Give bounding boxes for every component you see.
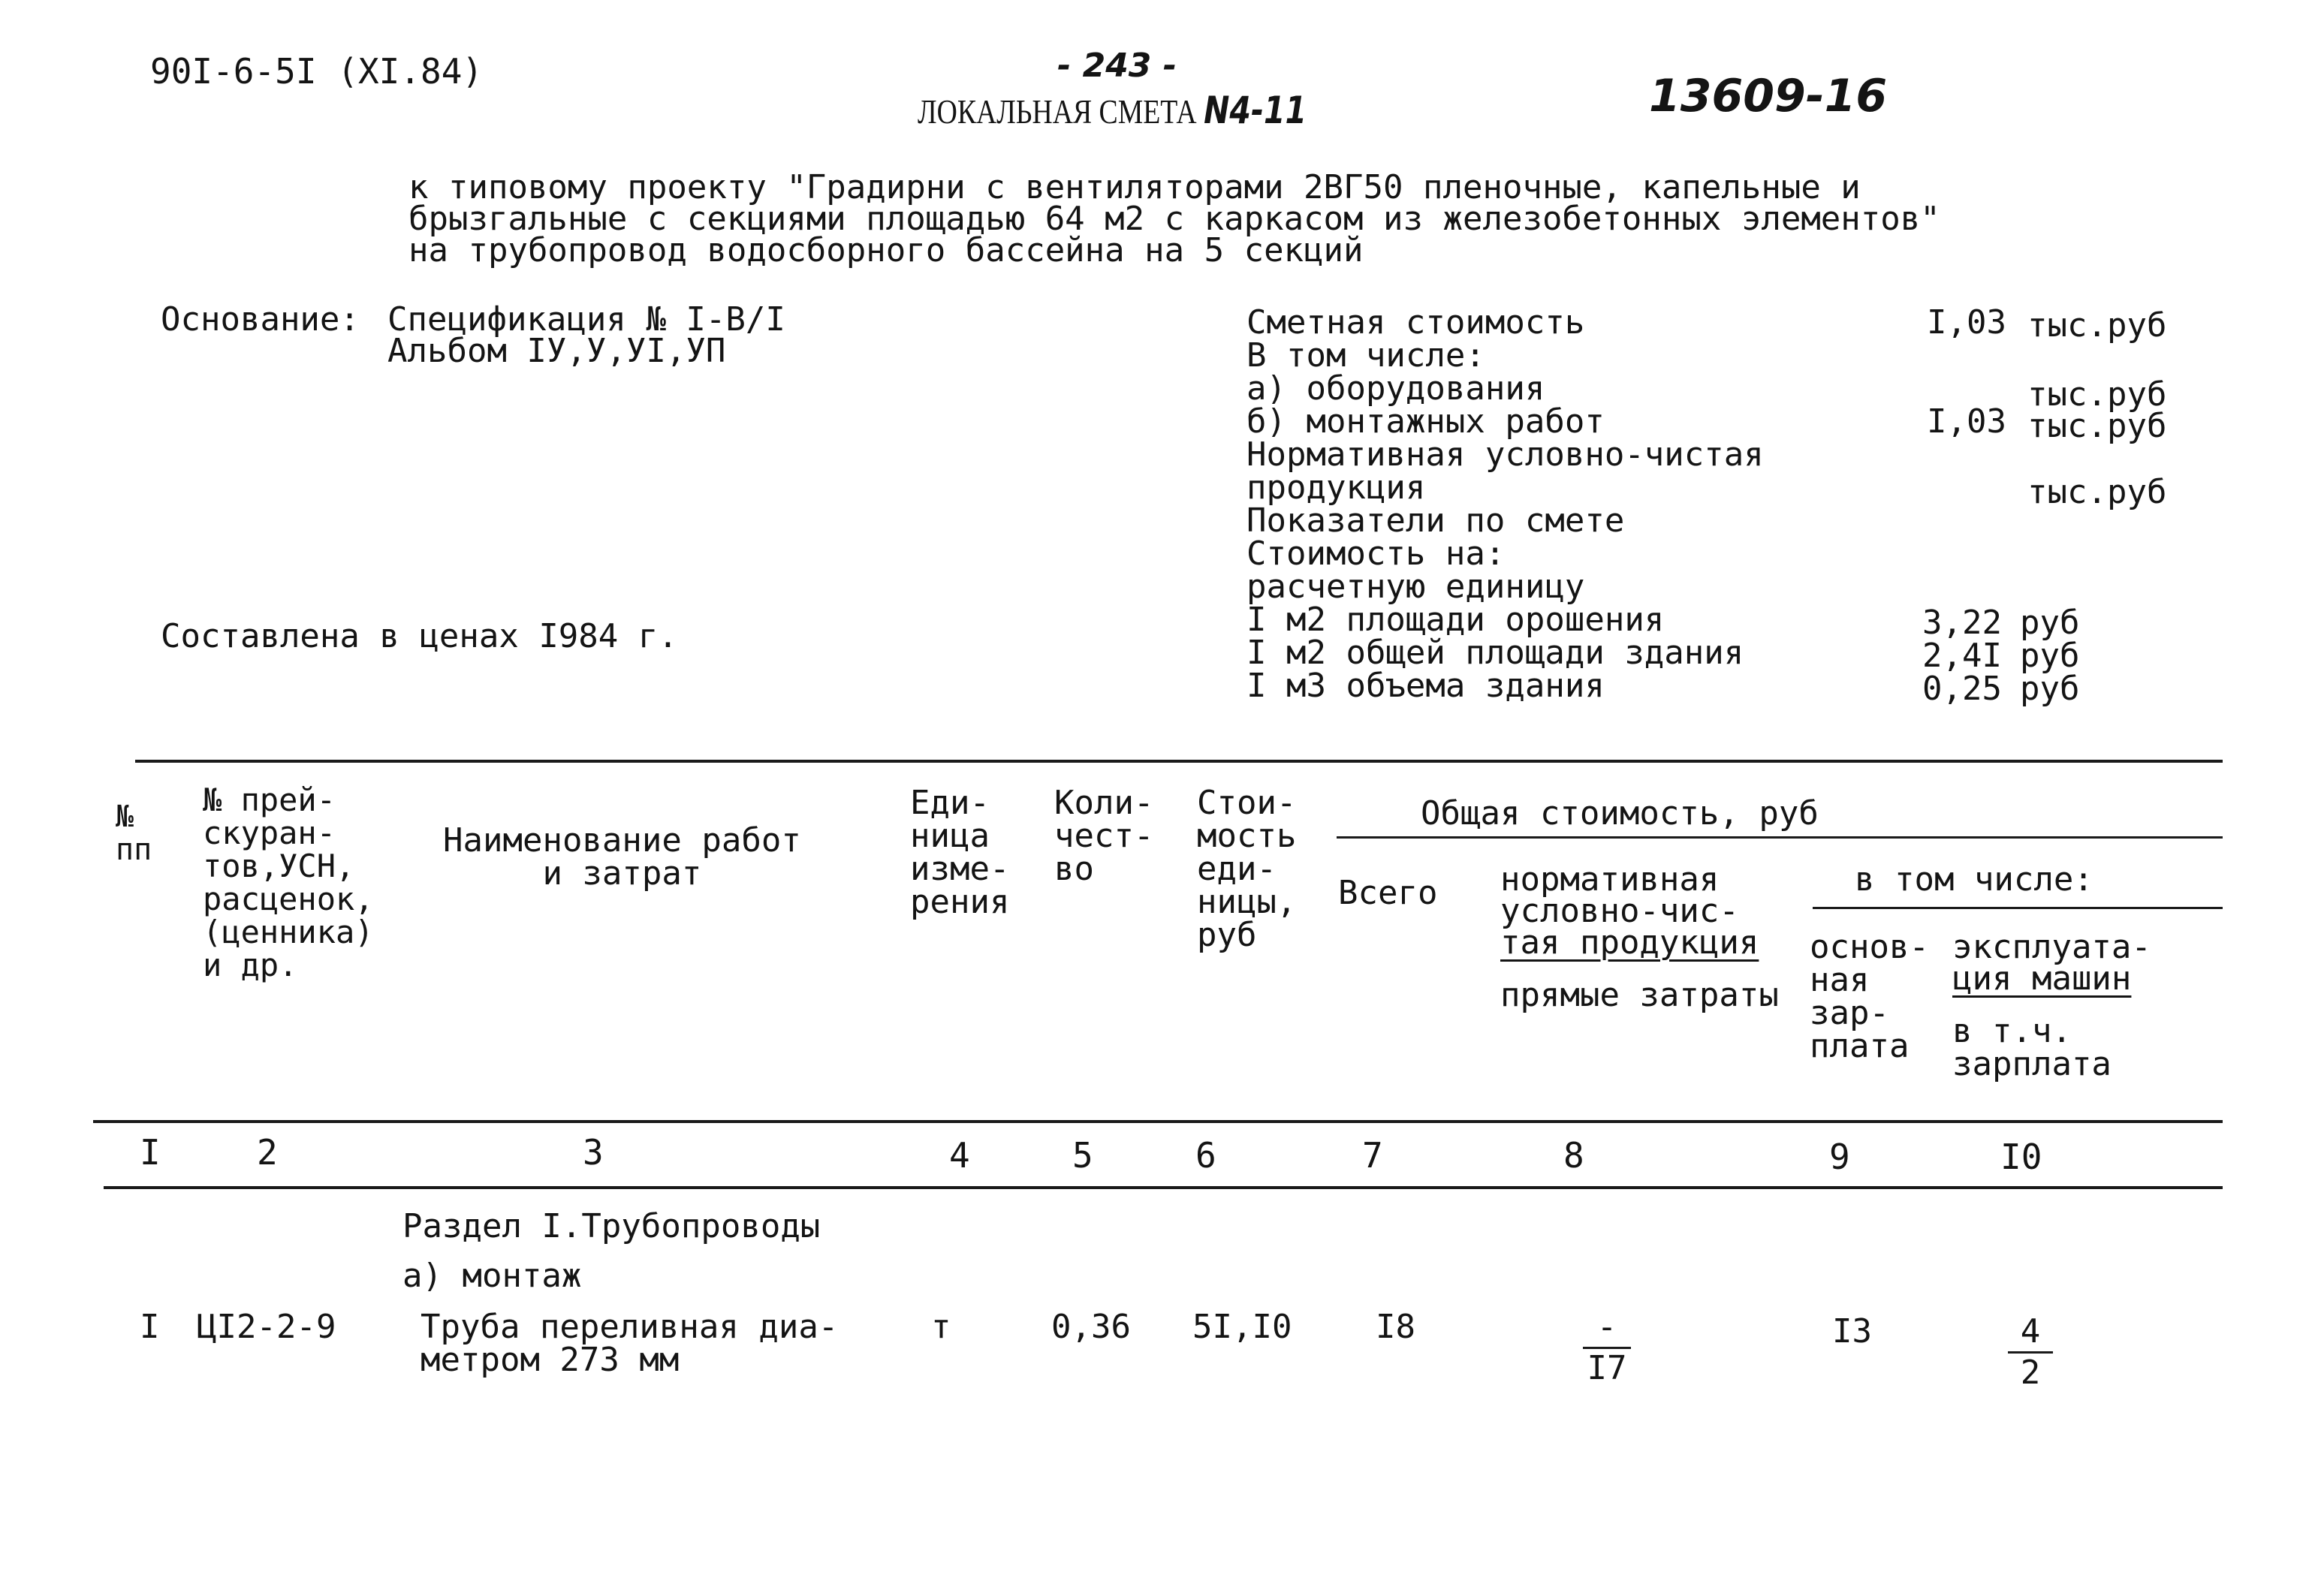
- basis-spec: Спецификация № I-В/I: [387, 300, 785, 339]
- row-machines-bottom: 2: [2020, 1354, 2041, 1392]
- column-number: I: [140, 1132, 161, 1173]
- row-total: I8: [1376, 1308, 1415, 1346]
- indicator-3-label: I м3 объема здания: [1246, 667, 1605, 705]
- table-top-rule: [135, 760, 2223, 763]
- normative-unit: тыс.руб: [2027, 473, 2167, 511]
- header-direct-costs: прямые затраты: [1500, 976, 1779, 1014]
- indicator-1-value: 3,22: [1922, 604, 2002, 642]
- header-machines-1: эксплуата-: [1952, 928, 2151, 966]
- row-machines-top: 4: [2020, 1312, 2041, 1351]
- header-machines-wage-2: зарплата: [1952, 1045, 2112, 1083]
- row-name-1: Труба переливная диа-: [421, 1308, 839, 1346]
- doc-code: 90I-6-5I (XI.84): [150, 51, 484, 92]
- row-number: I: [140, 1308, 160, 1346]
- header-work-name: Наименование работ и затрат: [443, 821, 801, 893]
- column-number: 8: [1563, 1135, 1584, 1176]
- column-number: 4: [949, 1135, 970, 1176]
- indicator-2-label: I м2 общей площади здания: [1246, 634, 1744, 672]
- row-base-wage: I3: [1832, 1312, 1872, 1351]
- header-unit-cost: Стои- мость еди- ницы, руб: [1197, 784, 1297, 954]
- column-number: 7: [1362, 1135, 1383, 1176]
- subtitle-line-1: к типовому проекту "Градирни с вентиляторами 2ВГ50 пленочные, капельные и: [408, 168, 1861, 206]
- column-number: I0: [2000, 1137, 2042, 1177]
- installation-value: I,03: [1927, 402, 2006, 441]
- row-unit: т: [931, 1308, 951, 1346]
- indicator-2-value: 2,4I: [1922, 637, 2002, 675]
- row-quantity: 0,36: [1051, 1308, 1131, 1346]
- page-number: - 243 -: [1057, 47, 1177, 85]
- document-title: [918, 89, 1307, 132]
- header-machines-wage-1: в т.ч.: [1952, 1012, 2072, 1050]
- cost-for-label: Стоимость на:: [1246, 535, 1506, 573]
- estimated-cost-value: I,03: [1927, 303, 2006, 342]
- row-normative-top: -: [1596, 1308, 1617, 1346]
- header-total-group: Общая стоимость, руб: [1421, 794, 1819, 833]
- column-number: 3: [583, 1132, 604, 1173]
- title-number: N4-11: [1204, 89, 1307, 132]
- header-base-wage: основ- ная зар- плата: [1810, 928, 1929, 1065]
- subtitle-line-2: брызгальные с секциями площадью 64 м2 с каркасом из железобетонных элементов": [408, 200, 1940, 238]
- header-normative-3: тая продукция: [1500, 923, 1759, 962]
- header-quantity: Коли- чест- во: [1054, 784, 1154, 888]
- archive-number: 13609-16: [1649, 70, 1888, 122]
- indicator-1-label: I м2 площади орошения: [1246, 601, 1665, 639]
- title-text: ЛОКАЛЬНАЯ СМЕТА: [918, 92, 1197, 131]
- header-total: Всего: [1338, 874, 1438, 912]
- column-number: 6: [1195, 1135, 1216, 1176]
- estimated-cost-unit: тыс.руб: [2027, 306, 2167, 345]
- normative-label-1: Нормативная условно-чистая: [1246, 435, 1764, 474]
- row-name-2: метром 273 мм: [421, 1341, 680, 1379]
- column-number: 2: [257, 1132, 278, 1173]
- incl-group-rule: [1813, 907, 2223, 909]
- indicator-2-unit: руб: [2020, 637, 2080, 675]
- indicators-label: Показатели по смете: [1246, 501, 1625, 540]
- header-normative-2: условно-чис-: [1500, 892, 1739, 930]
- header-row-number: № пп: [116, 800, 152, 867]
- indicator-3-value: 0,25: [1922, 670, 2002, 708]
- subsection-title: а) монтаж: [402, 1257, 582, 1295]
- indicator-1-unit: руб: [2020, 604, 2080, 642]
- installation-unit: тыс.руб: [2027, 407, 2167, 445]
- per-unit-label: расчетную единицу: [1246, 568, 1585, 606]
- row-unit-cost: 5I,I0: [1192, 1308, 1292, 1346]
- normative-label-2: продукция: [1246, 468, 1426, 507]
- including-label: В том числе:: [1246, 336, 1485, 375]
- estimated-cost-label: Сметная стоимость: [1246, 303, 1585, 342]
- row-normative-fraction: [1577, 1308, 1637, 1387]
- header-normative-1: нормативная: [1500, 860, 1720, 899]
- equipment-unit: тыс.руб: [2027, 375, 2167, 414]
- row-normative-bottom: I7: [1587, 1349, 1627, 1387]
- column-number: 9: [1829, 1137, 1850, 1177]
- prices-note: Составлена в ценах I984 г.: [161, 617, 678, 655]
- header-bottom-rule: [93, 1120, 2223, 1123]
- header-machines-2: ция машин: [1952, 959, 2132, 998]
- installation-label: б) монтажных работ: [1246, 402, 1605, 441]
- header-incl-group: в том числе:: [1855, 860, 2093, 899]
- basis-label: Основание:: [161, 300, 360, 339]
- total-group-rule: [1337, 836, 2223, 839]
- indicator-3-unit: руб: [2020, 670, 2080, 708]
- header-price-list: № прей- скуран- тов,УСН, расценок, (ценника) и др.: [203, 781, 374, 983]
- basis-album: Альбом IУ,У,УI,УП: [387, 332, 726, 370]
- column-number: 5: [1072, 1135, 1093, 1176]
- row-machines-fraction: [2000, 1312, 2060, 1392]
- section-title: Раздел I.Трубопроводы: [402, 1207, 821, 1245]
- equipment-label: а) оборудования: [1246, 369, 1545, 408]
- header-unit: Еди- ница изме- рения: [910, 784, 1010, 921]
- column-numbers-rule: [104, 1186, 2223, 1189]
- subtitle-line-3: на трубопровод водосборного бассейна на 5 секций: [408, 231, 1364, 270]
- row-code: ЦI2-2-9: [197, 1308, 336, 1346]
